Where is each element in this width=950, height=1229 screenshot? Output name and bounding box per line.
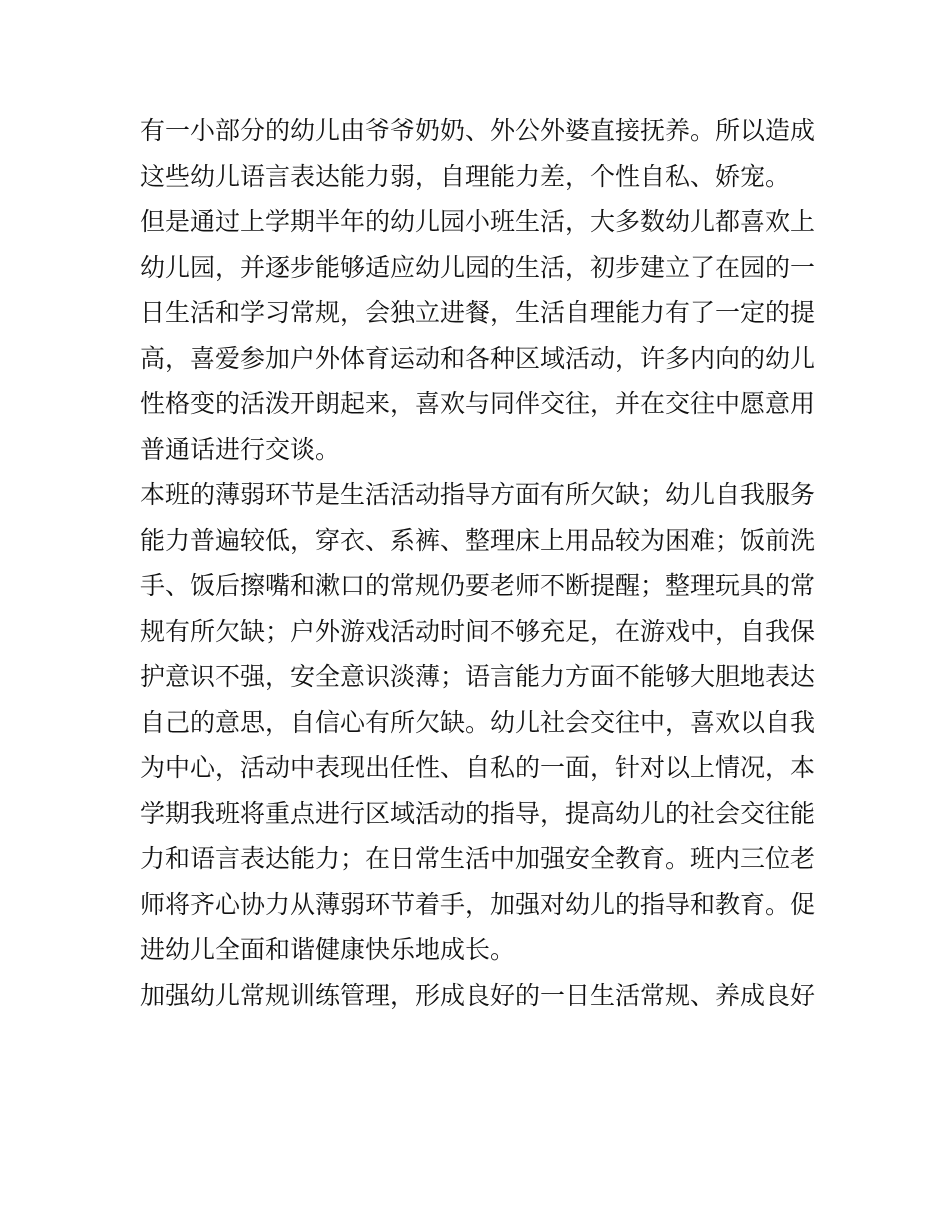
text-line: 自己的意思，自信心有所欠缺。幼儿社会交往中，喜欢以自我 — [140, 707, 816, 737]
text-line: 手、饭后擦嘴和漱口的常规仍要老师不断提醒；整理玩具的常 — [140, 571, 816, 600]
text-line: 本班的薄弱环节是生活活动指导方面有所欠缺；幼儿自我服务 — [140, 480, 816, 509]
text-line: 师将齐心协力从薄弱环节着手，加强对幼儿的指导和教育。促 — [140, 889, 816, 919]
text-line: 进幼儿全面和谐健康快乐地成长。 — [140, 935, 516, 964]
text-line: 幼儿园，并逐步能够适应幼儿园的生活，初步建立了在园的一 — [140, 252, 816, 282]
text-line: 护意识不强，安全意识淡薄；语言能力方面不能够大胆地表达 — [140, 662, 816, 691]
document-body — [140, 108, 820, 1018]
text-line: 日生活和学习常规，会独立进餐，生活自理能力有了一定的提 — [140, 298, 816, 327]
text-line: 力和语言表达能力；在日常生活中加强安全教育。班内三位老 — [140, 844, 816, 873]
text-line: 能力普遍较低，穿衣、系裤、整理床上用品较为困难；饭前洗 — [140, 525, 816, 555]
text-line: 学期我班将重点进行区域活动的指导，提高幼儿的社会交往能 — [140, 798, 816, 828]
text-line: 规有所欠缺；户外游戏活动时间不够充足，在游戏中，自我保 — [140, 616, 816, 646]
text-line: 性格变的活泼开朗起来，喜欢与同伴交往，并在交往中愿意用 — [140, 389, 816, 418]
text-line: 但是通过上学期半年的幼儿园小班生活，大多数幼儿都喜欢上 — [140, 207, 816, 236]
text-line: 高，喜爱参加户外体育运动和各种区域活动，许多内向的幼儿 — [140, 343, 816, 373]
text-line: 为中心，活动中表现出任性、自私的一面，针对以上情况，本 — [140, 753, 816, 782]
text-line: 这些幼儿语言表达能力弱，自理能力差，个性自私、娇宠。 — [140, 161, 791, 191]
text-line: 加强幼儿常规训练管理，形成良好的一日生活常规、养成良好 — [140, 980, 816, 1010]
text-line: 普通话进行交谈。 — [140, 434, 341, 464]
text-line: 有一小部分的幼儿由爷爷奶奶、外公外婆直接抚养。所以造成 — [140, 116, 816, 145]
